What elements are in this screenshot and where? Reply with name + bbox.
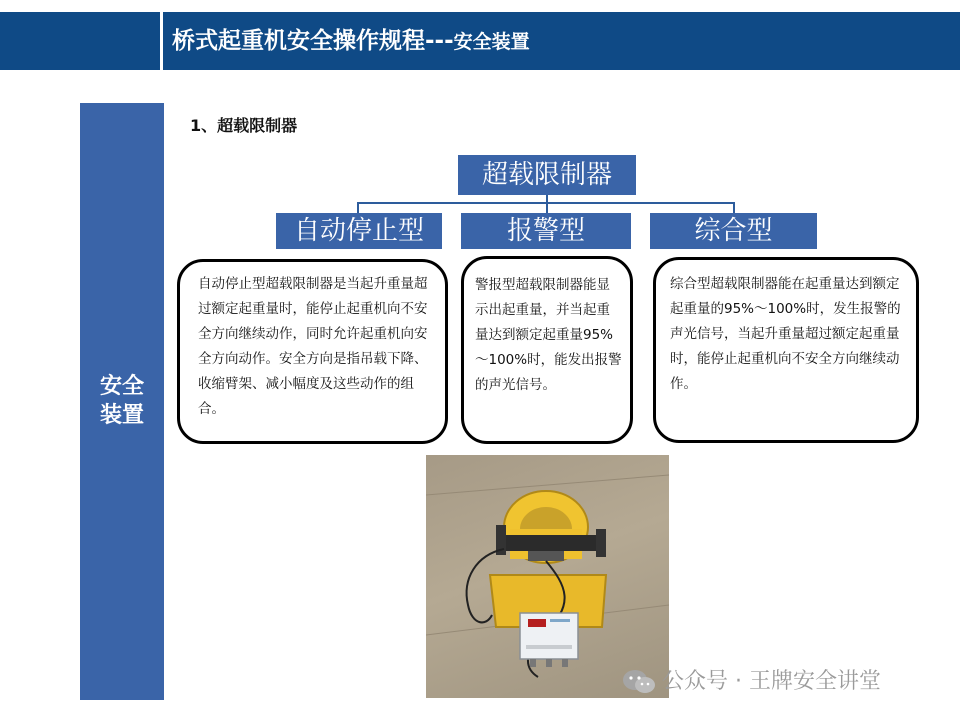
description-alarm: 警报型超载限制器能显示出起重量，并当起重量达到额定起重量95%～100%时，能发出报警的声光信号。 (461, 256, 633, 444)
page-title (172, 12, 530, 70)
section-heading: 1、超载限制器 (190, 116, 298, 135)
wechat-icon (622, 668, 656, 696)
overload-limiter-photo (426, 455, 669, 698)
title-main: 桥式起重机安全操作规程--- (172, 28, 454, 54)
connector-branch-3 (733, 202, 735, 213)
branch-label-alarm: 报警型 (461, 213, 631, 249)
branch-label-auto-stop: 自动停止型 (276, 213, 442, 249)
description-auto-stop: 自动停止型超载限制器是当起升重量超过额定起重量时，能停止起重机向不安全方向继续动作，同时允许起重机向安全方向动作。安全方向是指吊载下降、收缩臂架、减小幅度及这些动作的组合。 (177, 259, 448, 444)
watermark-text: 公众号 · 王牌安全讲堂 (662, 669, 881, 694)
header-divider (160, 12, 163, 70)
description-combined: 综合型超载限制器能在起重量达到额定起重量的95%～100%时，发生报警的声光信号，当起升重量超过额定起重量时，能停止起重机向不安全方向继续动作。 (653, 257, 919, 443)
diagram-root-label: 超载限制器 (458, 155, 636, 195)
connector-branch-1 (357, 202, 359, 213)
branch-label-combined: 综合型 (650, 213, 817, 249)
sidebar-label (80, 372, 164, 430)
overload-limiter-illustration (426, 455, 669, 698)
sidebar-label-line2: 装置 (99, 403, 144, 428)
title-sub: 安全装置 (453, 31, 530, 53)
sidebar-label-line1: 安全 (99, 374, 144, 399)
connector-branch-2 (546, 202, 548, 213)
